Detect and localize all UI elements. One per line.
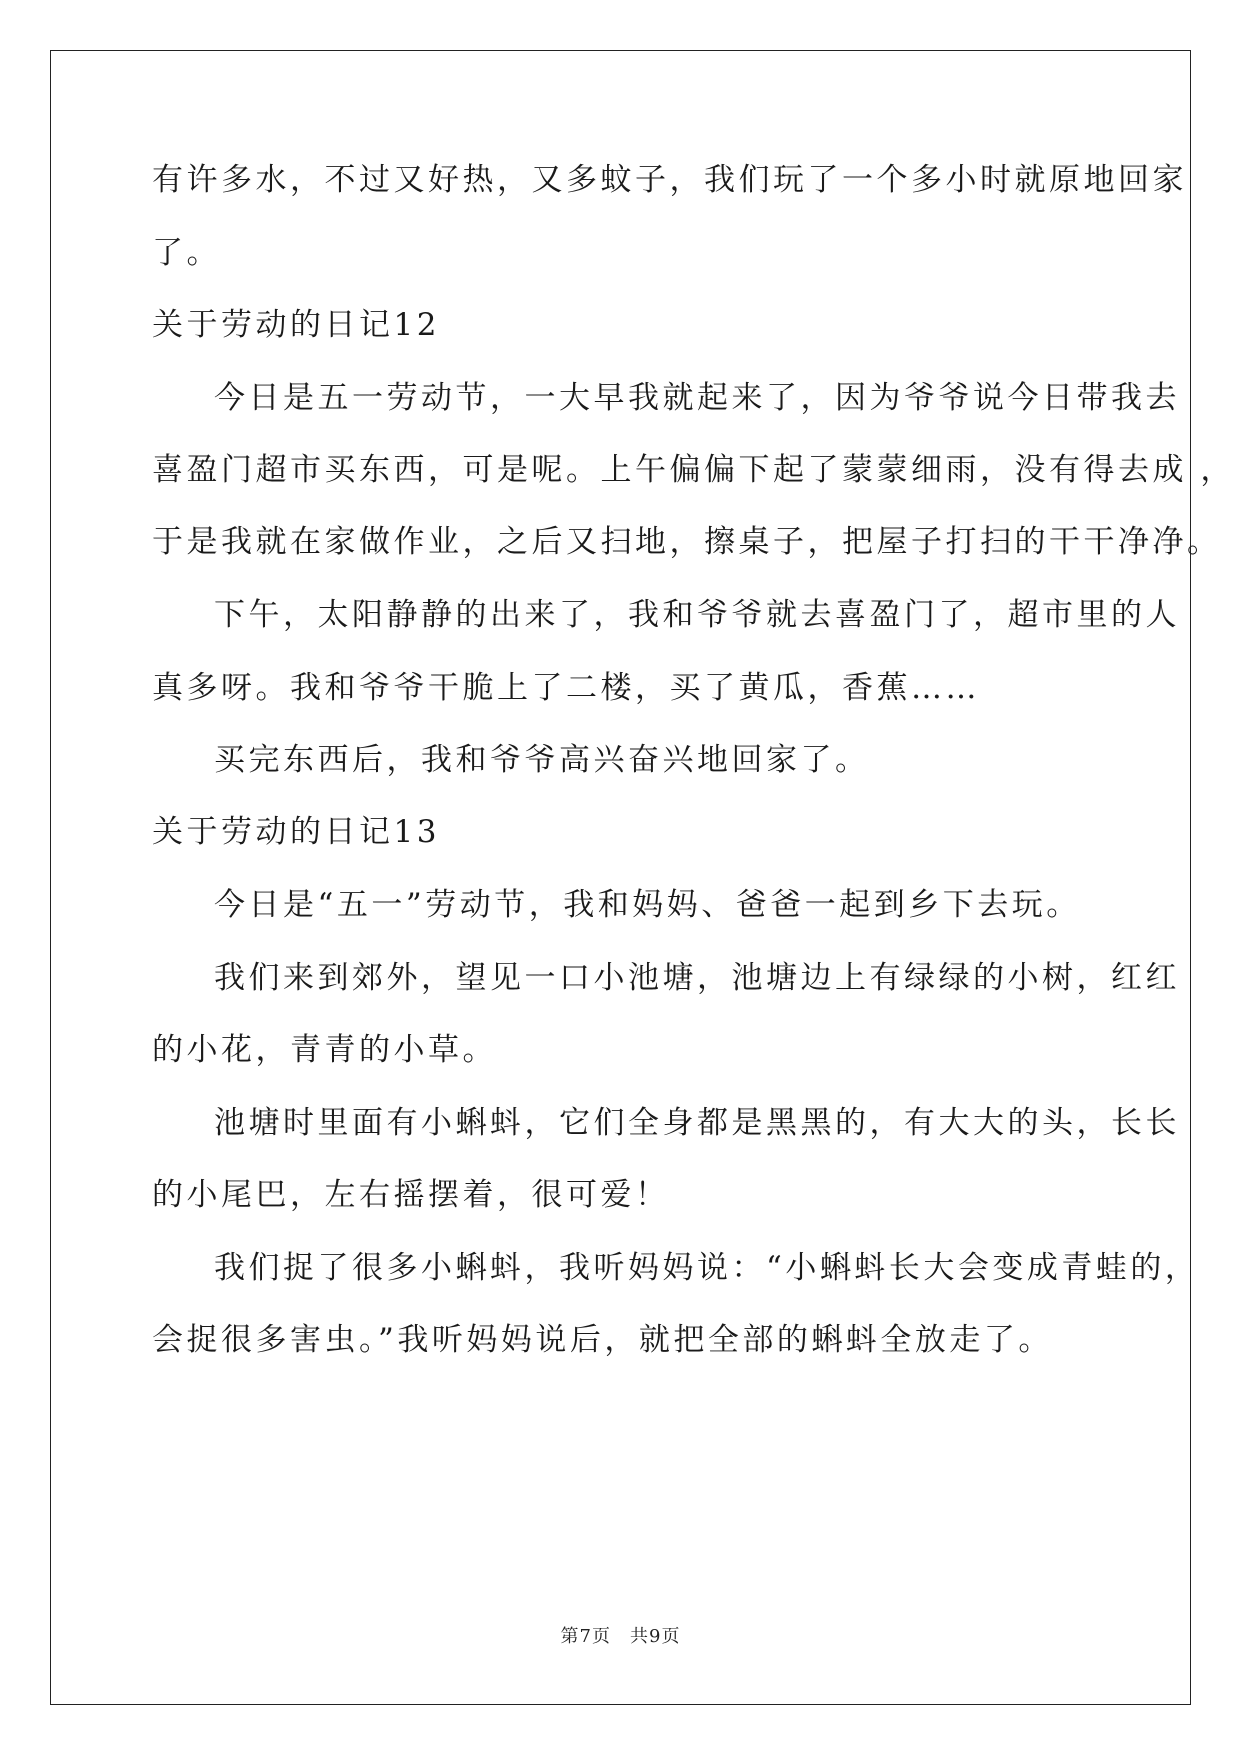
paragraph-line: 池塘时里面有小蝌蚪，它们全身都是黑黑的，有大大的头，长长	[214, 1105, 1180, 1141]
paragraph-line: 喜盈门超市买东西，可是呢。上午偏偏下起了蒙蒙细雨，没有得去成 ，	[152, 452, 1235, 488]
paragraph-line: 今日是“五一”劳动节，我和妈妈、爸爸一起到乡下去玩。	[214, 887, 1081, 923]
paragraph-line: 有许多水，不过又好热，又多蚊子，我们玩了一个多小时就原地回家	[152, 162, 1187, 198]
paragraph-line: 真多呀。我和爷爷干脆上了二楼，买了黄瓜，香蕉……	[152, 670, 980, 706]
page-footer: 第7页 共9页	[560, 1626, 681, 1647]
paragraph-line: 于是我就在家做作业，之后又扫地，擦桌子，把屋子打扫的干干净净。	[152, 524, 1222, 560]
paragraph-line: 下午，太阳静静的出来了，我和爷爷就去喜盈门了，超市里的人	[214, 597, 1180, 633]
paragraph-line: 今日是五一劳动节，一大早我就起来了，因为爷爷说今日带我去	[214, 380, 1180, 416]
paragraph-line: 了。	[152, 235, 221, 271]
paragraph-line: 买完东西后，我和爷爷高兴奋兴地回家了。	[214, 742, 870, 778]
paragraph-line: 会捉很多害虫。”我听妈妈说后，就把全部的蝌蚪全放走了。	[152, 1322, 1053, 1358]
page-border	[50, 50, 1191, 1705]
section-heading: 关于劳动的日记13	[152, 814, 440, 850]
paragraph-line: 的小尾巴，左右摇摆着，很可爱！	[152, 1177, 670, 1213]
paragraph-line: 我们捉了很多小蝌蚪，我听妈妈说：“小蝌蚪长大会变成青蛙的，	[214, 1250, 1200, 1286]
paragraph-line: 的小花，青青的小草。	[152, 1032, 497, 1068]
section-heading: 关于劳动的日记12	[152, 307, 440, 343]
paragraph-line: 我们来到郊外，望见一口小池塘，池塘边上有绿绿的小树，红红	[214, 960, 1180, 996]
